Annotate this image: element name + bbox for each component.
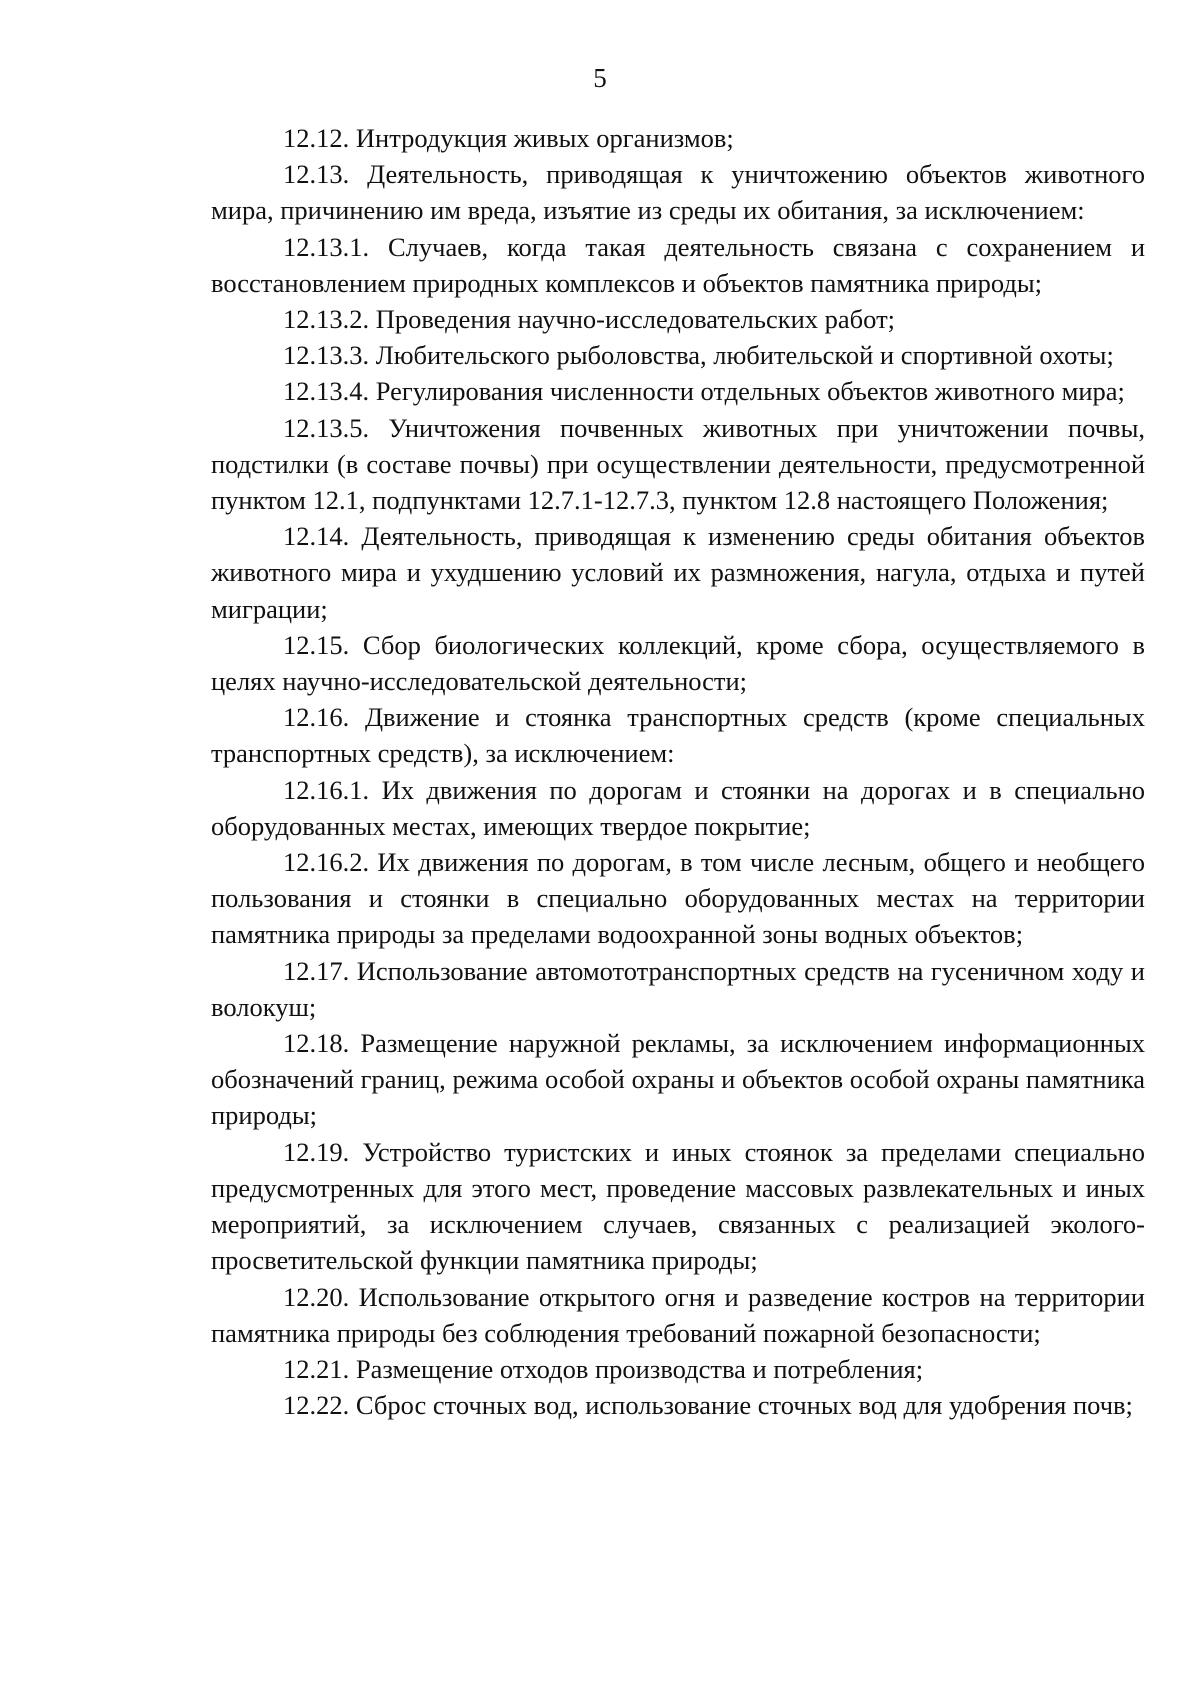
paragraph-12-16: 12.16. Движение и стоянка транспортных средств (кроме специальных транспортных средств), за исключением: (211, 702, 1145, 769)
paragraph-12-21: 12.21. Размещение отходов производства и потребления; (283, 1353, 924, 1384)
paragraph-12-13-4: 12.13.4. Регулирования численности отдельных объектов животного мира; (283, 376, 1125, 407)
paragraph-12-16-2: 12.16.2. Их движения по дорогам, в том числе лесным, общего и необщего пользования и стоянки в специально оборудованных местах на территории памятника природы за пределами водоохранной зоны водных объектов; (211, 847, 1145, 950)
paragraph-12-20: 12.20. Использование открытого огня и разведение костров на территории памятника природы без соблюдения требований пожарной безопасности; (211, 1281, 1145, 1348)
paragraph-12-17: 12.17. Использование автомототранспортных средств на гусеничном ходу и волокуш; (211, 955, 1145, 1022)
paragraph-12-19: 12.19. Устройство туристских и иных стоянок за пределами специально предусмотренных для этого мест, проведение массовых развлекательных и иных мероприятий, за исключением случаев, связанных с реализацией эколого-просветительской функции памятника природы; (211, 1136, 1145, 1276)
paragraph-12-13-5: 12.13.5. Уничтожения почвенных животных при уничтожении почвы, подстилки (в составе почвы) при осуществлении деятельности, предусмотренной пунктом 12.1, подпунктами 12.7.1-12.7.3, пунктом 12.8 настоящего Положения; (211, 412, 1145, 516)
paragraph-12-12: 12.12. Интродукция живых организмов; (283, 123, 734, 153)
page-number: 5 (593, 63, 607, 93)
paragraph-12-22: 12.22. Сброс сточных вод, использование сточных вод для удобрения почв; (283, 1390, 1133, 1421)
paragraph-12-13: 12.13. Деятельность, приводящая к уничтожению объектов животного мира, причинению им вреда, изъятие из среды их обитания, за исключением: (211, 159, 1145, 226)
paragraph-12-13-2: 12.13.2. Проведения научно-исследовательских работ; (283, 304, 896, 335)
paragraph-12-15: 12.15. Сбор биологических коллекций, кроме сбора, осуществляемого в целях научно-исследовательской деятельности; (211, 629, 1145, 697)
paragraph-12-14: 12.14. Деятельность, приводящая к изменению среды обитания объектов животного мира и ухудшению условий их размножения, нагула, отдыха и путей миграции; (211, 521, 1145, 624)
paragraph-12-13-3: 12.13.3. Любительского рыболовства, любительской и спортивной охоты; (283, 340, 1114, 371)
paragraph-12-13-1: 12.13.1. Случаев, когда такая деятельность связана с сохранением и восстановлением природных комплексов и объектов памятника природы; (211, 231, 1145, 298)
document-body (211, 120, 1145, 1423)
paragraph-12-18: 12.18. Размещение наружной рекламы, за исключением информационных обозначений границ, режима особой охраны и объектов особой охраны памятника природы; (211, 1028, 1145, 1131)
paragraph-12-16-1: 12.16.1. Их движения по дорогам и стоянки на дорогах и в специально оборудованных местах, имеющих твердое покрытие; (211, 774, 1145, 841)
